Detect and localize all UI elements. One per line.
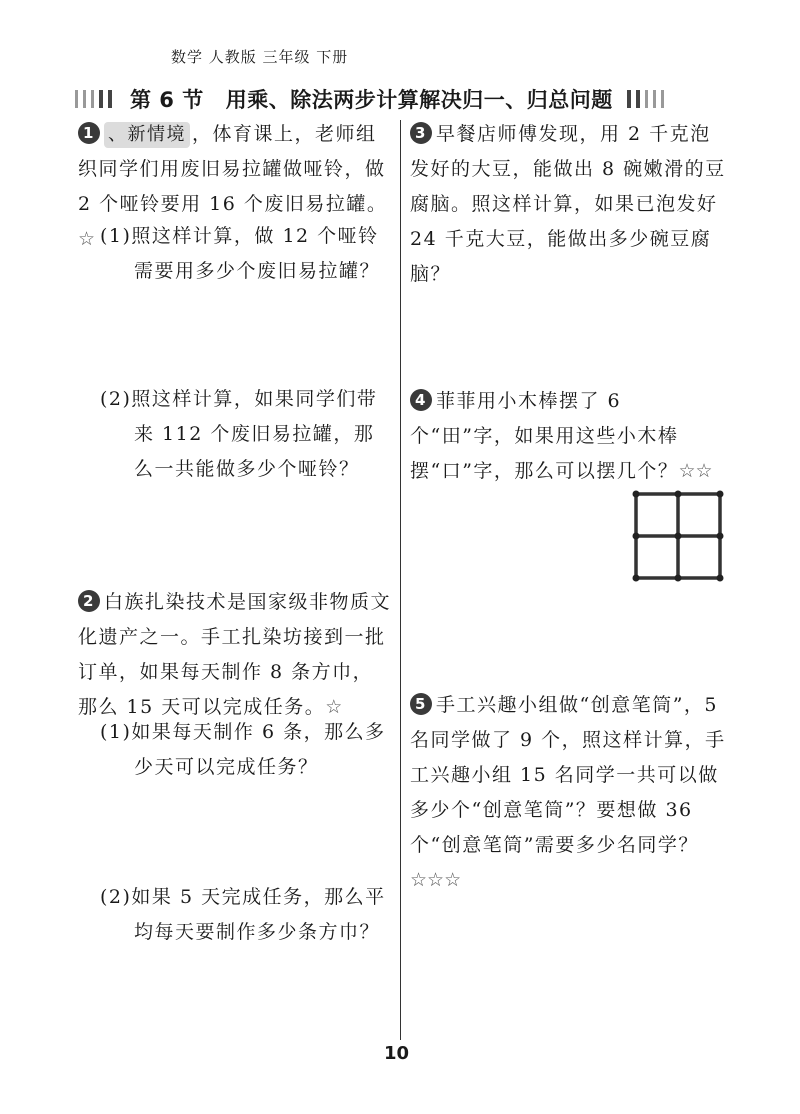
difficulty-star-icon: ☆ <box>78 228 96 250</box>
question-2 <box>78 585 392 725</box>
sub-question-text: (2)照这样计算，如果同学们带来 112 个废旧易拉罐，那么一共能做多少个哑铃？ <box>100 388 378 480</box>
section-number: 第 6 节 <box>130 88 204 112</box>
difficulty-star-icon: ☆☆ <box>678 460 713 482</box>
question-number-badge: 2 <box>78 590 100 612</box>
question-text: 白族扎染技术是国家级非物质文化遗产之一。手工扎染坊接到一批订单，如果每天制作 8 条方巾，那么 15 天可以完成任务。 <box>78 591 392 718</box>
question-number-badge: 1 <box>78 122 100 144</box>
tian-grid-figure <box>630 488 726 584</box>
column-divider <box>400 120 401 1040</box>
sub-question-text: (1)如果每天制作 6 条，那么多少天可以完成任务？ <box>100 721 386 778</box>
title-decoration-left <box>75 90 112 108</box>
question-4 <box>410 384 726 489</box>
question-1-part-1 <box>100 219 392 289</box>
question-5 <box>410 688 726 898</box>
question-text: 菲菲用小木棒摆了 6 个“田”字，如果用这些小木棒摆“口”字，那么可以摆几个？ <box>410 390 679 482</box>
question-number-badge: 4 <box>410 389 432 411</box>
question-number-badge: 3 <box>410 122 432 144</box>
question-text: 手工兴趣小组做“创意笔筒”，5 名同学做了 9 个，照这样计算，手工兴趣小组 15 名同学一共可以做多少个“创意笔筒”？要想做 36 个“创意笔筒”需要多少名同学？ <box>410 694 726 856</box>
question-2-part-2 <box>100 880 392 950</box>
difficulty-star-icon: ☆☆☆ <box>410 869 462 891</box>
book-info-header: 数学 人教版 三年级 下册 <box>171 48 349 66</box>
question-text: 早餐店师傅发现，用 2 千克泡发好的大豆，能做出 8 碗嫩滑的豆腐脑。照这样计算，如果已泡发好 24 千克大豆，能做出多少碗豆腐脑？ <box>410 123 726 285</box>
question-text: ，体育课上，老师组织同学们用废旧易拉罐做哑铃，做 2 个哑铃要用 16 个废旧易拉罐。 <box>78 123 388 215</box>
question-1-part-2 <box>100 382 392 487</box>
question-3 <box>410 117 726 292</box>
difficulty-star-icon: ☆ <box>325 696 343 718</box>
section-title-text: 用乘、除法两步计算解决归一、归总问题 <box>225 88 613 112</box>
new-context-tag: 、新情境 <box>104 122 190 148</box>
title-decoration-right <box>627 90 664 108</box>
question-number-badge: 5 <box>410 693 432 715</box>
section-title <box>130 84 613 114</box>
sub-question-text: (1)照这样计算，做 12 个哑铃需要用多少个废旧易拉罐？ <box>100 225 381 282</box>
section-title-bar <box>75 82 725 116</box>
page-number: 10 <box>384 1043 410 1064</box>
sub-question-text: (2)如果 5 天完成任务，那么平均每天要制作多少条方巾？ <box>100 886 386 943</box>
question-2-part-1 <box>100 715 392 785</box>
